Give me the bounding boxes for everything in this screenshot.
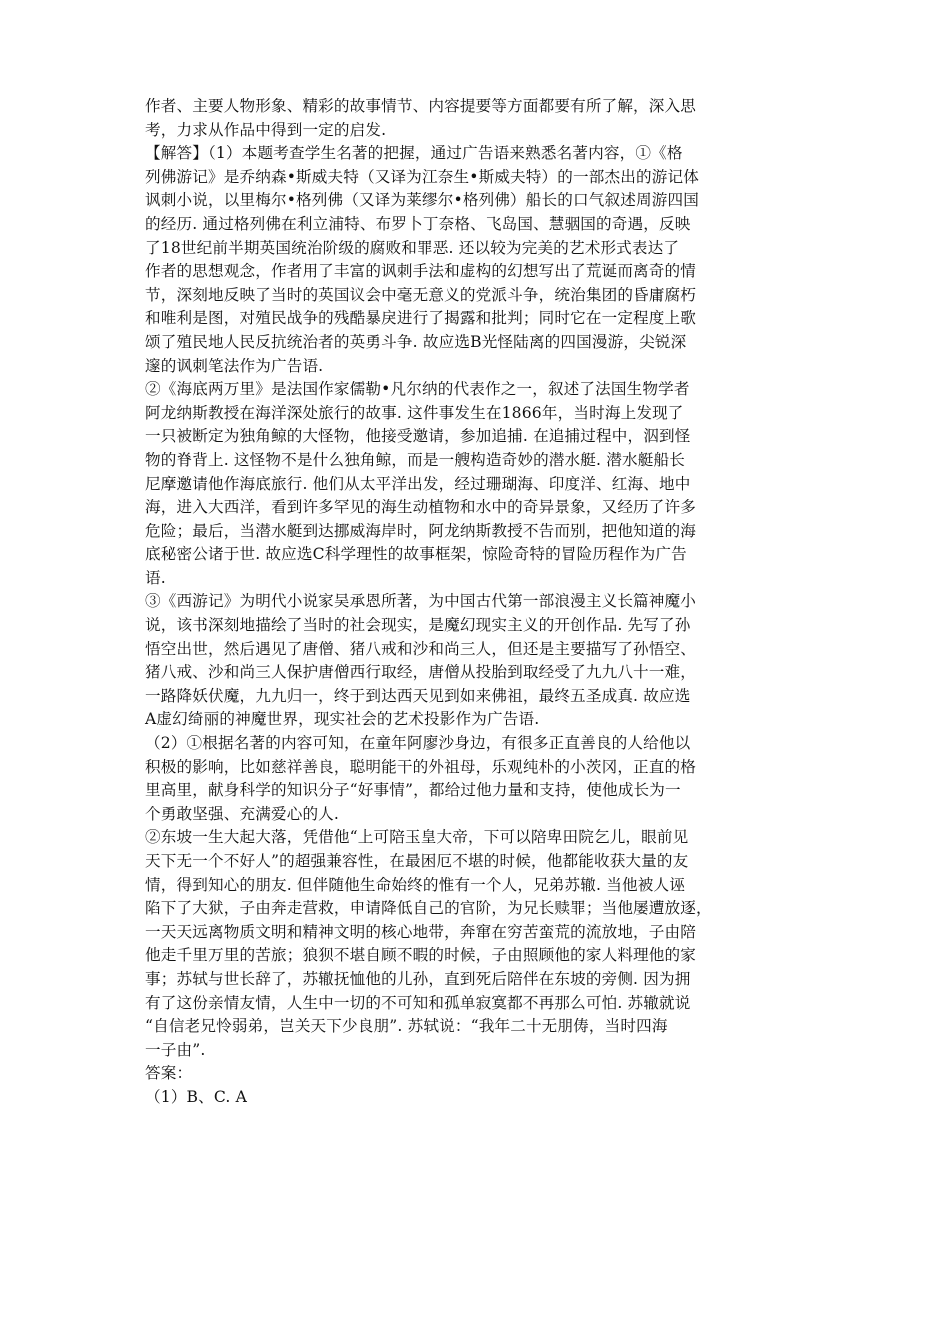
- text-line: 颂了殖民地人民反抗统治者的英勇斗争. 故应选B光怪陆离的四国漫游，尖锐深: [145, 332, 687, 351]
- text-line: 节，深刻地反映了当时的英国议会中毫无意义的党派斗争，统治集团的昏庸腐朽: [145, 285, 697, 304]
- text-line: “自信老兄怜弱弟，岂关天下少良朋”. 苏轼说：“我年二十无朋俦，当时四海: [145, 1017, 668, 1036]
- text-line: 有了这份亲情友情，人生中一切的不可知和孤单寂寞都不再那么可怕. 苏辙就说: [145, 993, 691, 1012]
- text-line: ②《海底两万里》是法国作家儒勒•凡尔纳的代表作之一，叙述了法国生物学者: [145, 380, 690, 399]
- document-page: [145, 95, 815, 1133]
- text-line: 悟空出世，然后遇见了唐僧、猪八戒和沙和尚三人，但还是主要描写了孙悟空、: [145, 639, 697, 658]
- text-line: 一只被断定为独角鲸的大怪物，他接受邀请，参加追捕. 在追捕过程中，泅到怪: [145, 427, 691, 446]
- text-line: 讽刺小说，以里梅尔•格列佛（又译为莱缪尔•格列佛）船长的口气叙述周游四国: [145, 191, 699, 210]
- text-line: [145, 1110, 815, 1134]
- text-line: 邃的讽刺笔法作为广告语.: [145, 356, 324, 375]
- text-line: 作者、主要人物形象、精彩的故事情节、内容提要等方面都要有所了解，深入思: [145, 97, 697, 115]
- text-line: 事；苏轼与世长辞了，苏辙抚恤他的儿孙，直到死后陪伴在东坡的旁侧. 因为拥: [145, 969, 691, 988]
- text-line: 积极的影响，比如慈祥善良，聪明能干的外祖母，乐观纯朴的小茨冈，正直的格: [145, 757, 697, 776]
- text-line: 物的脊背上. 这怪物不是什么独角鲸，而是一艘构造奇妙的潜水艇. 潜水艇船长: [145, 450, 685, 469]
- text-line: 危险；最后，当潜水艇到达挪威海岸时，阿龙纳斯教授不告而别，把他知道的海: [145, 521, 697, 540]
- text-line: 了18世纪前半期英国统治阶级的腐败和罪恶. 还以较为完美的艺术形式表达了: [145, 238, 680, 257]
- text-line: 作者的思想观念，作者用了丰富的讽刺手法和虚构的幻想写出了荒诞而离奇的情: [145, 262, 697, 281]
- text-line: 个勇敢坚强、充满爱心的人.: [145, 804, 340, 823]
- text-line: 情，得到知心的朋友. 但伴随他生命始终的惟有一个人，兄弟苏辙. 当他被人诬: [145, 875, 685, 894]
- text-line: 列佛游记》是乔纳森•斯威夫特（又译为江奈生•斯威夫特）的一部杰出的游记体: [145, 167, 699, 186]
- text-line: 天下无一个不好人”的超强兼容性，在最困厄不堪的时候，他都能收获大量的友: [145, 852, 689, 870]
- text-line: 和唯利是图，对殖民战争的残酷暴戾进行了揭露和批判；同时它在一定程度上歌: [145, 309, 697, 328]
- text-line: 语.: [145, 568, 166, 587]
- text-line: 他走千里万里的苦旅；狼狈不堪自顾不暇的时候，子由照顾他的家人料理他的家: [145, 946, 697, 965]
- text-line: 说，该书深刻地描绘了当时的社会现实，是魔幻现实主义的开创作品. 先写了孙: [145, 616, 691, 635]
- text-line: 猪八戒、沙和尚三人保护唐僧西行取经，唐僧从投胎到取经受了九九八十一难，: [145, 663, 697, 682]
- text-line: 海，进入大西洋，看到许多罕见的海生动植物和水中的奇异景象，又经历了许多: [145, 498, 697, 517]
- text-line: 尼摩邀请他作海底旅行. 他们从太平洋出发，经过珊瑚海、印度洋、红海、地中: [145, 474, 691, 493]
- text-line: 答案：: [145, 1064, 193, 1083]
- text-line: （1）B、C. A: [145, 1087, 248, 1106]
- text-line: 底秘密公诸于世. 故应选C科学理性的故事框架，惊险奇特的冒险历程作为广告: [145, 545, 687, 564]
- text-line: ②东坡一生大起大落，凭借他“上可陪玉皇大帝，下可以陪卑田院乞儿，眼前见: [145, 828, 689, 847]
- text-line: 一子由”.: [145, 1040, 206, 1059]
- text-line: 考，力求从作品中得到一定的启发.: [145, 120, 387, 139]
- text-line: 的经历. 通过格列佛在利立浦特、布罗卜丁奈格、飞岛国、慧骃国的奇遇，反映: [145, 214, 691, 233]
- text-line: 里高里，献身科学的知识分子“好事情”，都给过他力量和支持，使他成长为一: [145, 781, 681, 800]
- text-line: 阿龙纳斯教授在海洋深处旅行的故事. 这件事发生在1866年，当时海上发现了: [145, 403, 684, 422]
- text-line: 一天天远离物质文明和精神文明的核心地带，奔窜在穷苦蛮荒的流放地，子由陪: [145, 922, 697, 941]
- text-line: 一路降妖伏魔，九九归一，终于到达西天见到如来佛祖，最终五圣成真. 故应选: [145, 686, 691, 705]
- text-line: 陷下了大狱，子由奔走营救，申请降低自己的官阶，为兄长赎罪；当他屡遭放逐，: [145, 899, 712, 918]
- text-line: 【解答】（1）本题考查学生名著的把握，通过广告语来熟悉名著内容，①《格: [145, 144, 683, 163]
- text-line: ③《西游记》为明代小说家吴承恩所著，为中国古代第一部浪漫主义长篇神魔小: [145, 592, 697, 611]
- text-line: （2）①根据名著的内容可知，在童年阿廖沙身边，有很多正直善良的人给他以: [145, 734, 691, 753]
- text-line: A虚幻绮丽的神魔世界，现实社会的艺术投影作为广告语.: [145, 710, 540, 729]
